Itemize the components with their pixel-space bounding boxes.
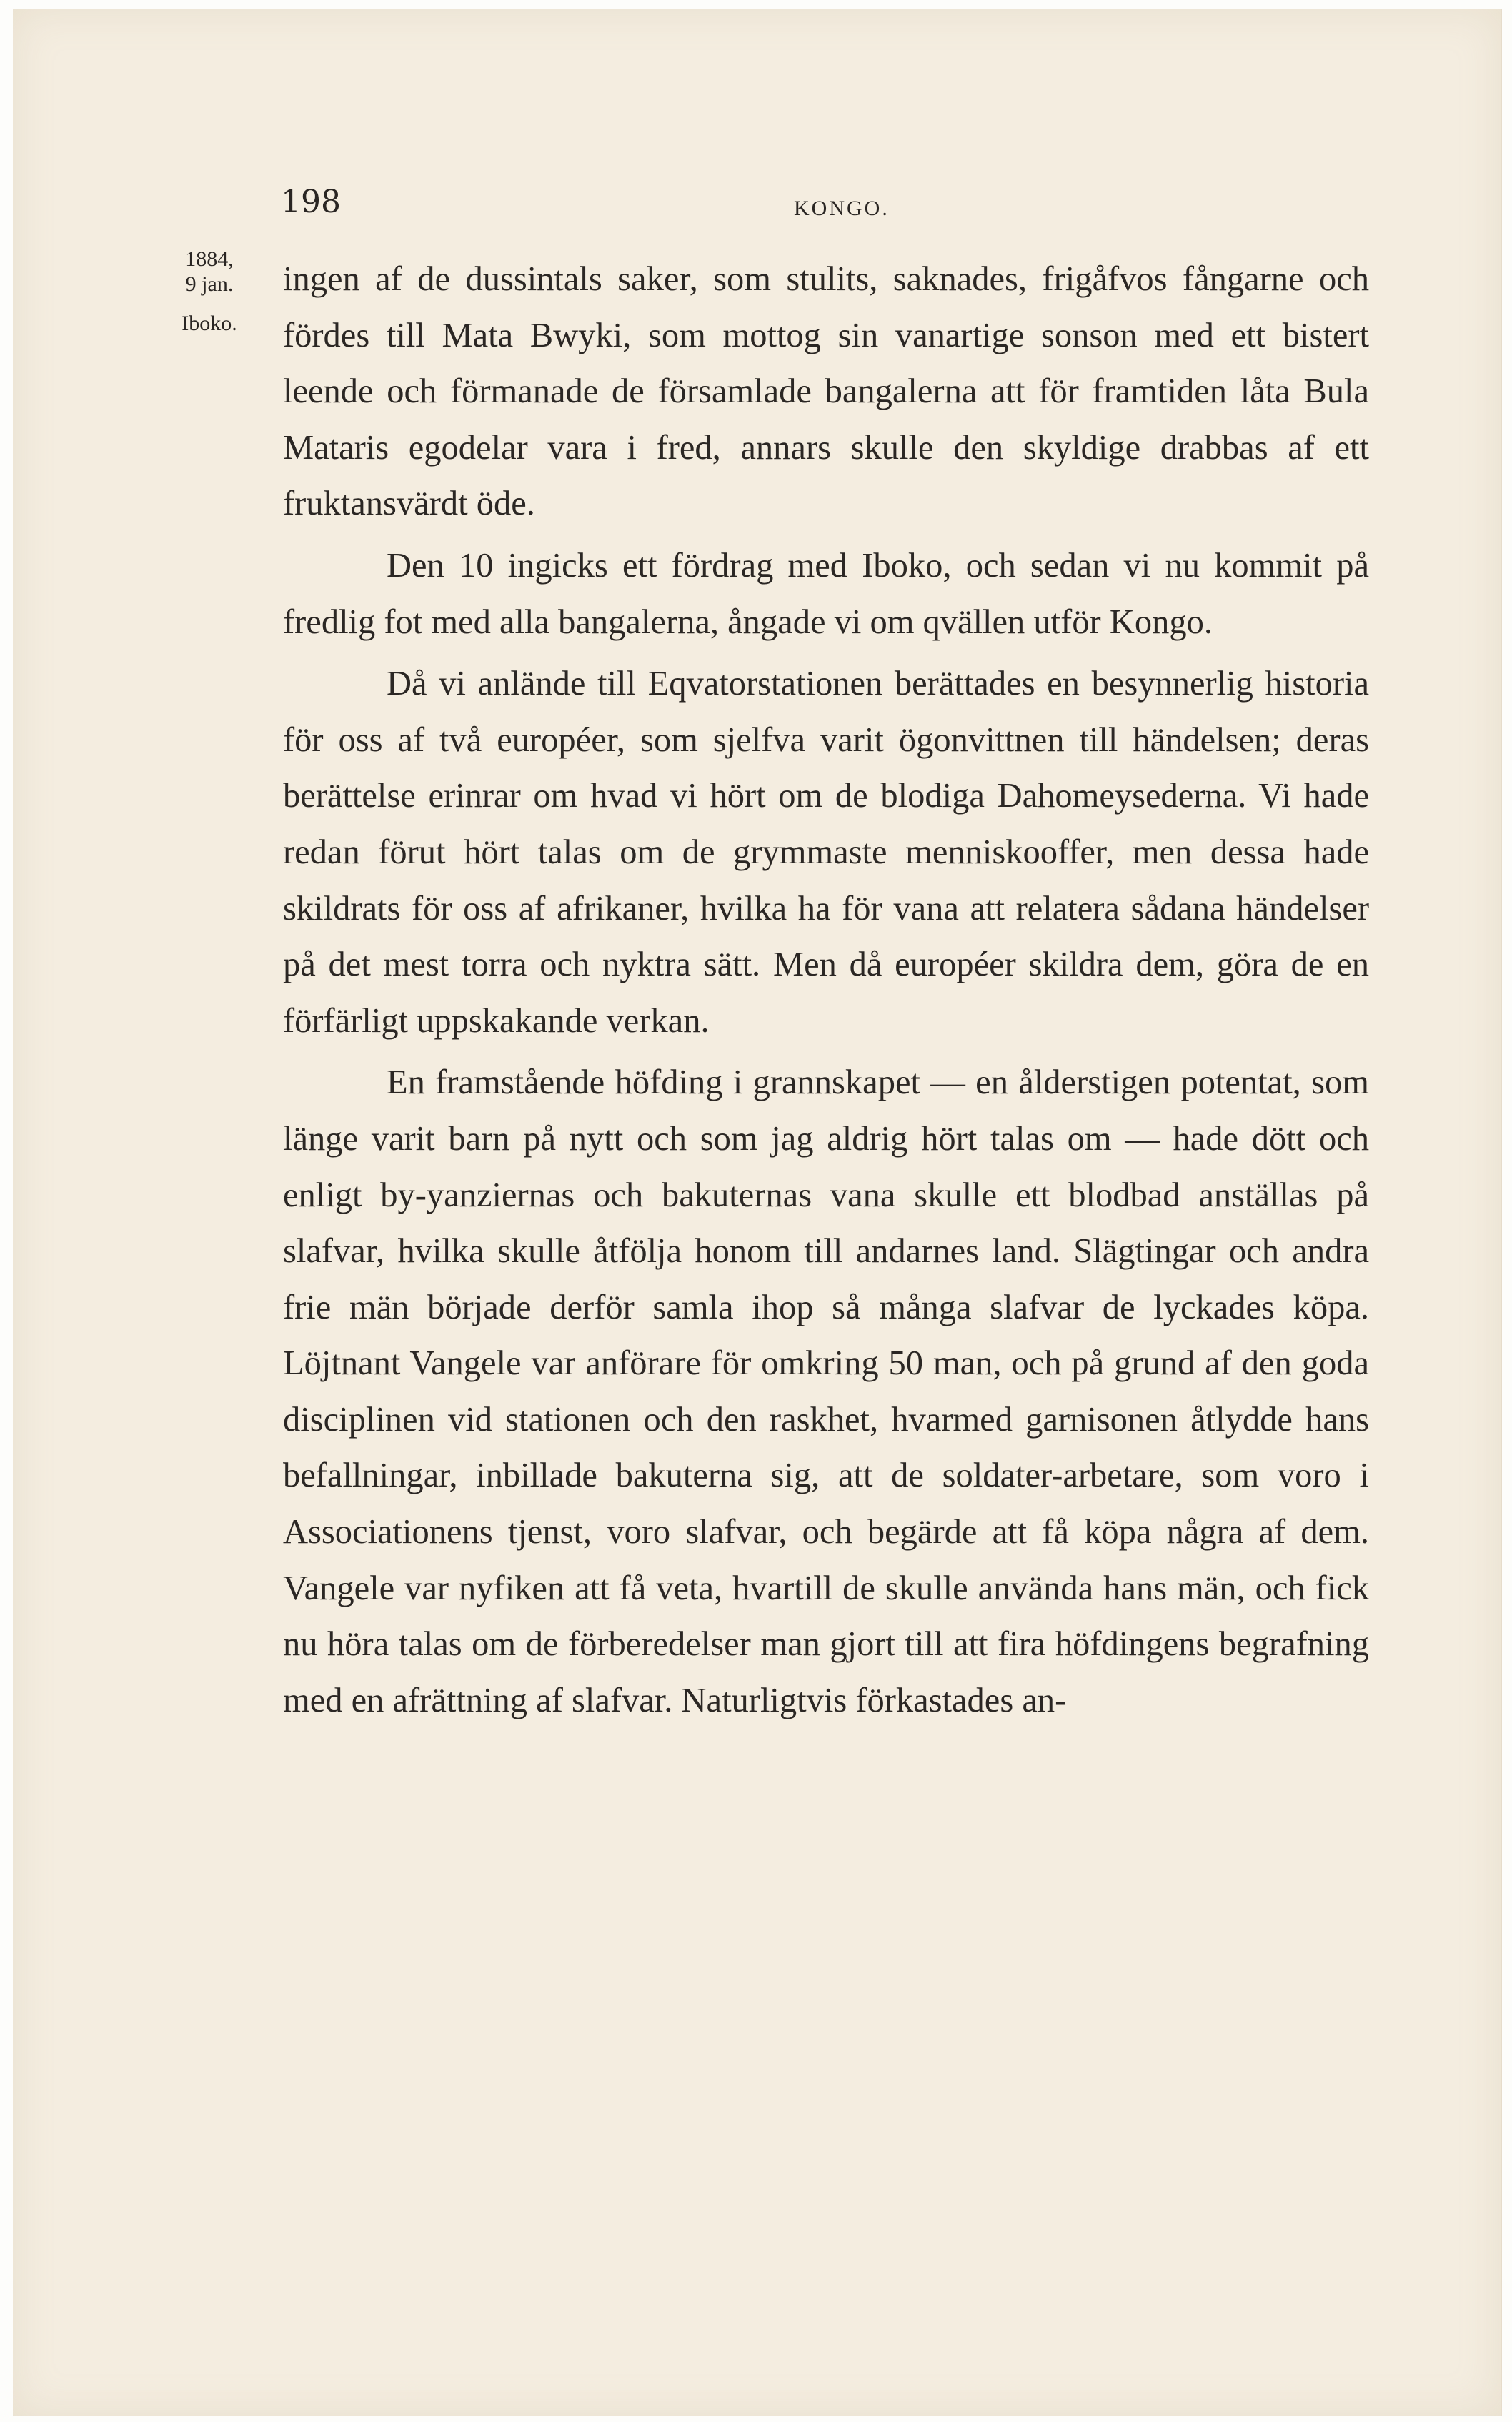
page-number: 198 [281, 184, 341, 220]
page-header [13, 184, 1501, 234]
body-text [283, 252, 1369, 1734]
margin-note-date: 9 jan. [185, 272, 234, 296]
paragraph: En framstående höfding i grannskapet — en ålderstigen potentat, som länge varit barn på nytt och som jag aldrig hört talas om — hade dött och enligt by-yanziernas och bakuternas vana skulle ett blodbad anställas på slafvar, hvilka skulle åtfölja honom till andarnes land. Slägtingar och andra frie män började derför samla ihop så många slafvar de lyckades köpa. Löjtnant Vangele var anförare för omkring 50 man, och på grund af den goda disciplinen vid stationen och den raskhet, hvarmed garnisonen åtlydde hans befallningar, inbillade bakuterna sig, att de soldater-arbetare, som voro i Associationens tjenst, voro slafvar, och begärde att få köpa några af dem. Vangele var nyfiken att få veta, hvartill de skulle använda hans män, och fick nu höra talas om de förberedelser man gjort till att fira höfdingens begrafning med en afrättning af slafvar. Naturligtvis förkastades an- [283, 1063, 1369, 1719]
running-head: KONGO. [794, 197, 890, 220]
paragraph: ingen af de dussintals saker, som stulits, saknades, frigåfvos fångarne och fördes till Mata Bwyki, som mottog sin vanartige sonson med ett bistert leende och förmanade de församlade bangalerna att för framtiden låta Bula Mataris egodelar vara i fred, annars skulle den skyldige drabbas af ett fruktansvärdt öde. [283, 260, 1369, 523]
book-page [13, 9, 1502, 2416]
paragraph: Då vi anlände till Eqvatorstationen berättades en besynnerlig historia för oss af två européer, som sjelfva varit ögonvittnen till händelsen; deras berättelse erinrar om hvad vi hört om de blodiga Dahomeysederna. Vi hade redan förut hört talas om de grymmaste menniskooffer, men dessa hade skildrats för oss af afrikaner, hvilka ha för vana att relatera sådana händelser på det mest torra och nyktra sätt. Men då européer skildra dem, göra de en förfärligt uppskakande verkan. [283, 665, 1369, 1040]
margin-note-place: Iboko. [181, 312, 237, 335]
paragraph: Den 10 ingicks ett fördrag med Iboko, och sedan vi nu kommit på fredlig fot med alla bangalerna, ångade vi om qvällen utför Kongo. [283, 546, 1369, 641]
margin-note-year: 1884, [185, 247, 234, 271]
